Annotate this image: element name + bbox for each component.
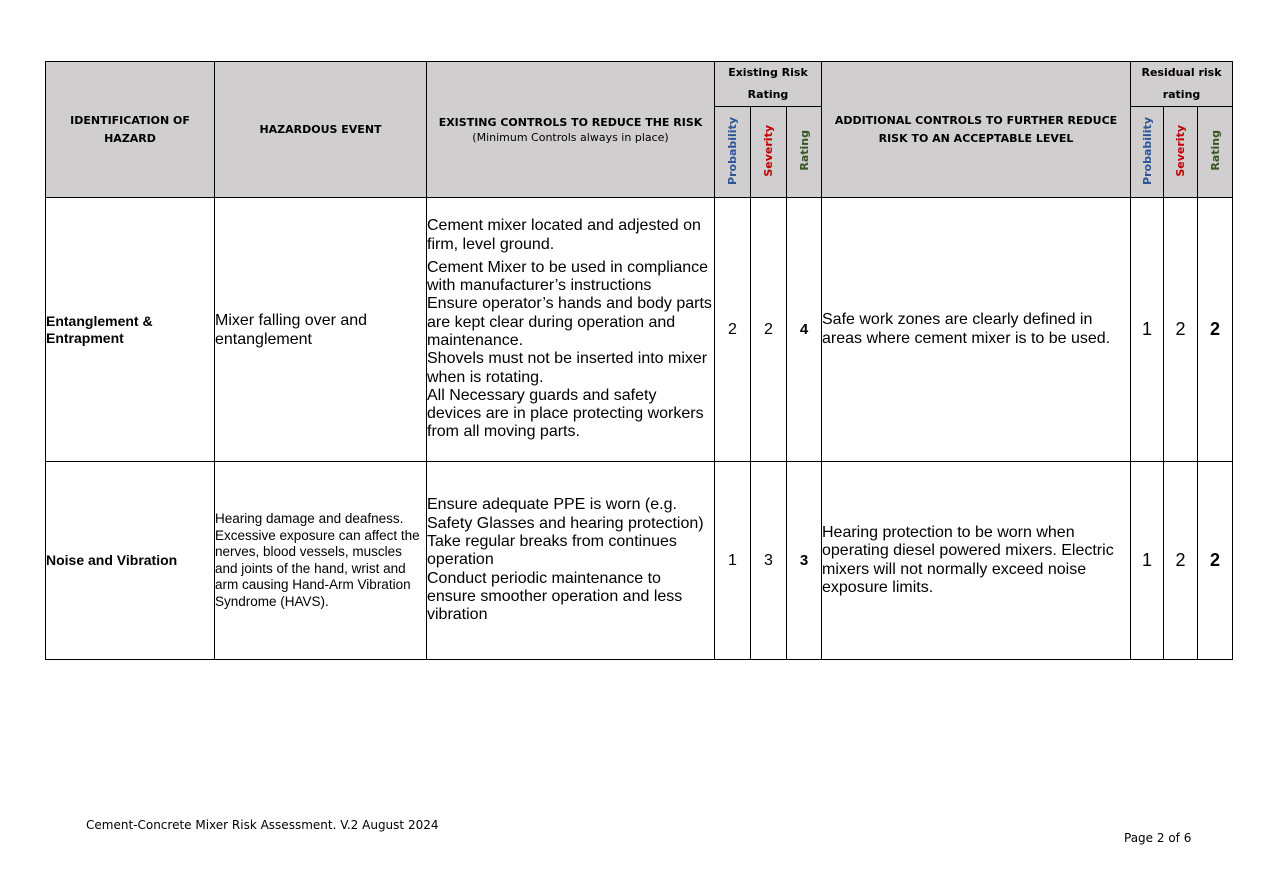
header-existing-risk-rating: Existing Risk Rating bbox=[715, 62, 822, 107]
hazard-cell: Noise and Vibration bbox=[46, 462, 215, 660]
additional-controls-cell: Hearing protection to be worn when operating diesel powered mixers. Electric mixers will not normally exceed noise exposure limits. bbox=[822, 462, 1131, 660]
additional-controls-cell: Safe work zones are clearly defined in areas where cement mixer is to be used. bbox=[822, 198, 1131, 462]
control-item: Take regular breaks from continues operation bbox=[427, 533, 677, 569]
header-residual-rating: Rating bbox=[1198, 107, 1233, 198]
header-additional-controls: ADDITIONAL CONTROLS TO FURTHER REDUCE RISK TO AN ACCEPTABLE LEVEL bbox=[822, 62, 1131, 198]
header-residual-risk-rating: Residual risk rating bbox=[1131, 62, 1233, 107]
header-existing-probability: Probability bbox=[715, 107, 751, 198]
existing-severity-value: 2 bbox=[751, 198, 787, 462]
control-item: Ensure operator’s hands and body parts are kept clear during operation and maintenance. bbox=[427, 295, 712, 349]
controls-cell bbox=[427, 198, 715, 462]
table-row bbox=[46, 462, 1233, 660]
control-item: Shovels must not be inserted into mixer when is rotating. bbox=[427, 350, 708, 386]
header-controls-title: EXISTING CONTROLS TO REDUCE THE RISK bbox=[438, 115, 703, 129]
existing-rating-value: 4 bbox=[787, 198, 822, 462]
header-existing-rating: Rating bbox=[787, 107, 822, 198]
control-item: Ensure adequate PPE is worn (e.g. Safety Glasses and hearing protection) bbox=[427, 496, 704, 532]
event-cell: Hearing damage and deafness. Excessive exposure can affect the nerves, blood vessels, muscles and joints of the hand, wrist and arm causing Hand-Arm Vibration Syndrome (HAVS). bbox=[215, 462, 427, 660]
event-cell: Mixer falling over and entanglement bbox=[215, 198, 427, 462]
table-row bbox=[46, 198, 1233, 462]
residual-severity-value: 2 bbox=[1164, 462, 1198, 660]
residual-severity-value: 2 bbox=[1164, 198, 1198, 462]
control-item: Cement mixer located and adjested on firm, level ground. bbox=[427, 217, 701, 253]
header-hazard: IDENTIFICATION OF HAZARD bbox=[46, 62, 215, 198]
hazard-cell: Entanglement & Entrapment bbox=[46, 198, 215, 462]
residual-probability-value: 1 bbox=[1131, 198, 1164, 462]
control-item: All Necessary guards and safety devices are in place protecting workers from all moving parts. bbox=[427, 386, 704, 441]
header-controls-note: (Minimum Controls always in place) bbox=[472, 130, 669, 144]
header-residual-probability: Probability bbox=[1131, 107, 1164, 198]
residual-probability-value: 1 bbox=[1131, 462, 1164, 660]
header-existing-severity: Severity bbox=[751, 107, 787, 198]
existing-probability-value: 1 bbox=[715, 462, 751, 660]
header-controls bbox=[427, 62, 715, 198]
header-event: HAZARDOUS EVENT bbox=[215, 62, 427, 198]
existing-severity-value: 3 bbox=[751, 462, 787, 660]
header-residual-severity: Severity bbox=[1164, 107, 1198, 198]
residual-rating-value: 2 bbox=[1198, 462, 1233, 660]
risk-assessment-table bbox=[45, 61, 1233, 660]
existing-rating-value: 3 bbox=[787, 462, 822, 660]
footer-document-title: Cement-Concrete Mixer Risk Assessment. V.2 August 2024 bbox=[86, 818, 439, 832]
control-item: Conduct periodic maintenance to ensure smoother operation and less vibration bbox=[427, 569, 683, 624]
existing-probability-value: 2 bbox=[715, 198, 751, 462]
controls-cell bbox=[427, 462, 715, 660]
residual-rating-value: 2 bbox=[1198, 198, 1233, 462]
footer-page-number: Page 2 of 6 bbox=[1124, 831, 1192, 845]
control-item: Cement Mixer to be used in compliance with manufacturer’s instructions bbox=[427, 258, 709, 295]
